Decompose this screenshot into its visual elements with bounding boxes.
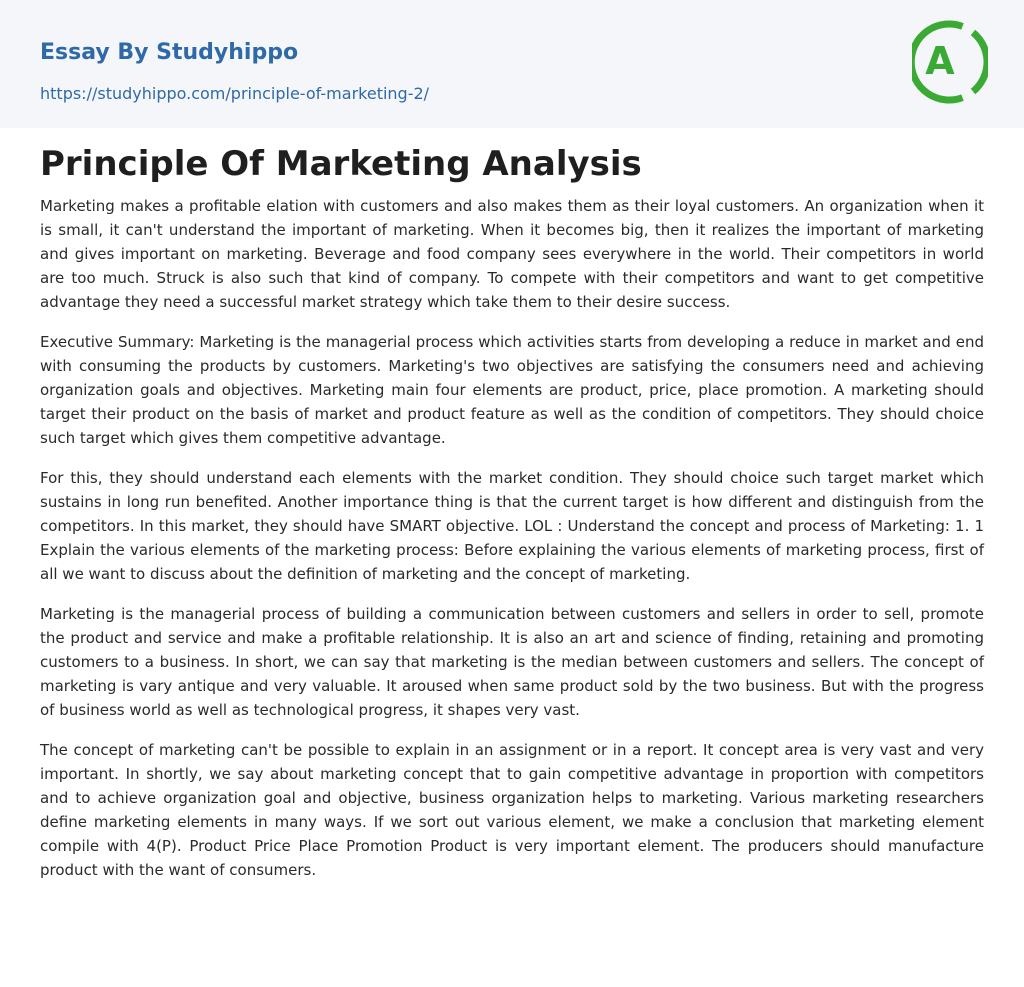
article-body — [40, 194, 984, 898]
paragraph-5: The concept of marketing can't be possible to explain in an assignment or in a report. It concept area is very vast and very important. In shortly, we say about marketing concept that to gain competitive advantage in proportion with competitors and to achieve organization goal and objective, business organization helps to marketing. Various marketing researchers define marketing elements in many ways. If we sort out various element, we make a conclusion that marketing element compile with 4(P). Product Price Place Promotion Product is very important element. The producers should manufacture product with the want of consumers. — [40, 741, 984, 879]
page-title: Principle Of Marketing Analysis — [40, 144, 642, 184]
site-header — [0, 0, 1024, 128]
paragraph-4: Marketing is the managerial process of building a communication between customers and sellers in order to sell, promote the product and service and make a profitable relationship. It is also an art and science of finding, retaining and promoting customers to a business. In short, we can say that marketing is the median between customers and sellers. The concept of marketing is vary antique and very valuable. It aroused when same product sold by the two business. But with the progress of business world as well as technological progress, it shapes very vast. — [40, 605, 984, 719]
source-url-link[interactable]: https://studyhippo.com/principle-of-marketing-2/ — [40, 84, 430, 103]
studyhippo-logo-icon[interactable] — [912, 18, 988, 106]
logo-letter: A — [925, 39, 955, 83]
paragraph-2: Executive Summary: Marketing is the managerial process which activities starts from developing a reduce in market and end with consuming the products by customers. Marketing's two objectives are satisfying the consumers need and achieving organization goals and objectives. Marketing main four elements are product, price, place promotion. A marketing should target their product on the basis of market and product feature as well as the condition of competitors. They should choice such target which gives them competitive advantage. — [40, 333, 984, 447]
paragraph-1: Marketing makes a profitable elation with customers and also makes them as their loyal customers. An organization when it is small, it can't understand the important of marketing. When it becomes big, then it realizes the important of marketing and gives important on marketing. Beverage and food company sees everywhere in the world. Their competitors in world are too much. Struck is also such that kind of company. To compete with their competitors and want to get competitive advantage they need a successful market strategy which take them to their desire success. — [40, 197, 984, 311]
paragraph-3: For this, they should understand each elements with the market condition. They should choice such target market which sustains in long run benefited. Another importance thing is that the current target is how different and distinguish from the competitors. In this market, they should have SMART objective. LOL : Understand the concept and process of Marketing: 1. 1 Explain the various elements of the marketing process: Before explaining the various elements of marketing process, first of all we want to discuss about the definition of marketing and the concept of marketing. — [40, 469, 984, 583]
brand-title[interactable]: Essay By Studyhippo — [40, 40, 299, 65]
